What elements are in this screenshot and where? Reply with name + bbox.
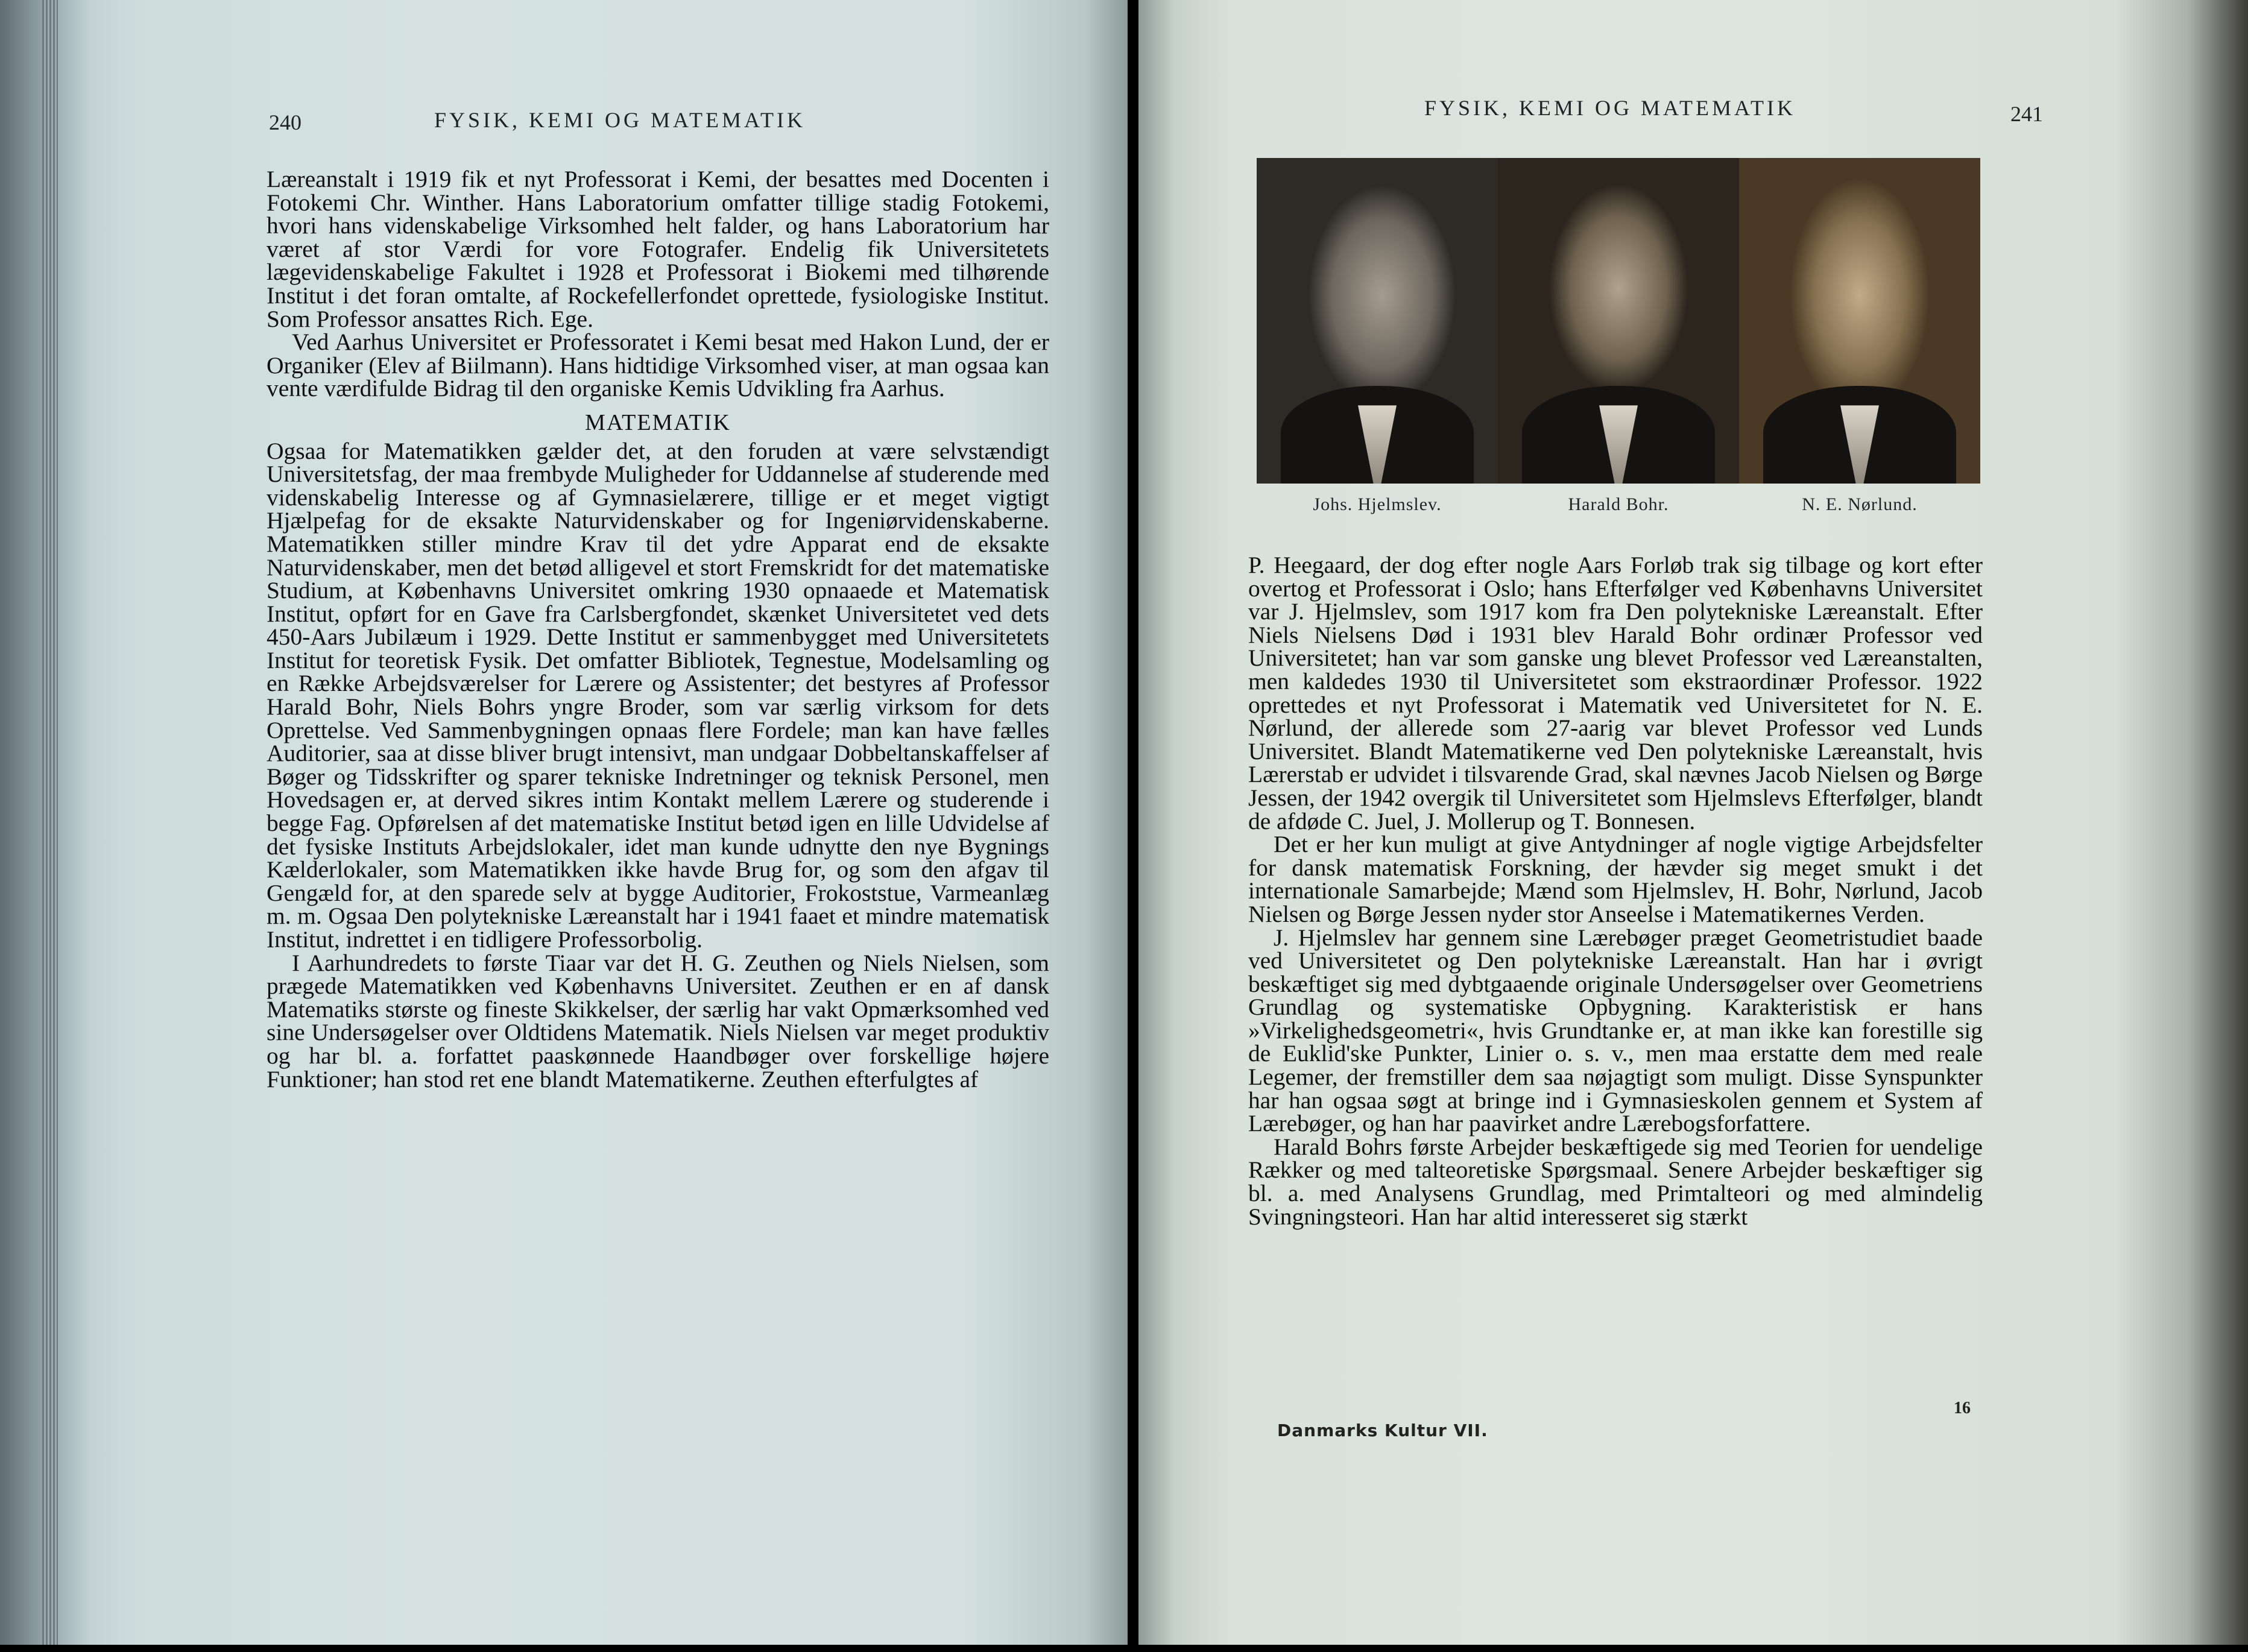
portrait-caption: N. E. Nørlund. [1802,494,1918,514]
paragraph: Ogsaa for Matematikken gælder det, at den foruden at være selvstændigt Universitetsfag, der maa frembyde Muligheder for Uddannelse af studerende med videnskabelig Interesse og af Gymnasielærere, tillige er et meget vigtigt Hjælpefag for de eksakte Naturvidenskaber og for Ingeniørvidenskaberne. Matematikken stiller mindre Krav til det ydre Apparat end de eksakte Naturvidenskaber, men det betød alligevel et stort Fremskridt for det matematiske Studium, at Københavns Universitet omkring 1930 opnaaede et Matematisk Institut, opført for en Gave fra Carlsbergfondet, skænket Universitetet ved dets 450-Aars Jubilæum i 1929. Dette Institut er sammenbygget med Universitetets Institut for teoretisk Fysik. Det omfatter Bibliotek, Tegnestue, Modelsamling og en Række Arbejdsværelser for Lærere og Assistenter; det bestyres af Professor Harald Bohr, Niels Bohrs yngre Broder, som var særlig virksom for dets Oprettelse. Ved Sammenbygningen opnaas flere Fordele; man kan have fælles Auditorier, saa at disse bliver brugt intensivt, man undgaar Dobbeltanskaffelser af Bøger og Tidsskrifter og sparer tekniske Indretninger og teknisk Personel, men Hovedsagen er, at derved sikres intim Kontakt mellem Lærere og studerende i begge Fag. Opførelsen af det matematiske Institut betød igen en lille Udvidelse af det fysiske Instituts Arbejdslokaler, idet man kunde udnytte den nye Bygnings Kælderlokaler, som Matematikken ikke havde Brug for, og som den afgav til Gengæld for, at den sparede selv at bygge Auditorier, Frokoststue, Varmeanlæg m. m. Ogsaa Den polytekniske Læreanstalt har i 1941 faaet et mindre matematisk Institut, indrettet i en tidligere Professorbolig. [267,437,1049,953]
paragraph: I Aarhundredets to første Tiaar var det H. G. Zeuthen og Niels Nielsen, som prægede Matematikken ved Københavns Universitet. Zeuthen er en af dansk Matematiks største og fineste Skikkelser, der særlig har vakt Opmærksomhed ved sine Undersøgelser over Oldtidens Matematik. Niels Nielsen var meget produktiv og har bl. a. forfattet paaskønnede Haandbøger over forskellige højere Funktioner; han stod ret ene blandt Matematikerne. Zeuthen efterfulgtes af [267,949,1049,1092]
right-text-block [1248,553,1983,1228]
portrait-photo [1498,158,1739,484]
section-heading: MATEMATIK [585,409,731,435]
footer-sheet-number: 16 [1954,1399,1971,1417]
paragraph: Læreanstalt i 1919 fik et nyt Professorat i Kemi, der besattes med Docenten i Fotokemi Chr. Winther. Hans Laboratorium omfatter tillige stadig Fotokemi, hvori hans videnskabelige Virksomhed helt falder, og hans Laboratorium har været af stor Værdi for vore Fotografer. Endelig fik Universitetets lægevidenskabelige Fakultet i 1928 et Professorat i Biokemi med tilhørende Institut i det foran omtalte, af Rockefellerfondet oprettede, fysiologiske Institut. Som Professor ansattes Rich. Ege. [267,166,1049,332]
page-number-right: 241 [2010,102,2043,126]
paragraph: Harald Bohrs første Arbejder beskæftigede sig med Teorien for uendelige Rækker og med talteoretiske Spørgsmaal. Senere Arbejder beskæftiger sig bl. a. med Analysens Grundlag, med Primtalteori og med almindelig Svingningsteori. Han har altid interesseret sig stærkt [1248,1133,1983,1230]
page-number-left: 240 [269,110,302,134]
paragraph: J. Hjelmslev har gennem sine Lærebøger præget Geometristudiet baade ved Universitetet og Den polytekniske Læreanstalt. Han har i øvrigt beskæftiget sig med dybtgaaende originale Undersøgelser over Geometriens Grundlag og systematiske Opbygning. Karakteristisk er hans »Virkelighedsgeometri«, hvis Grundtanke er, at man ikke kan forestille sig de Euklid'ske Punkter, Linier o. s. v., men maa erstatte dem med reale Legemer, der fremstiller dem saa nøjagtigt som muligt. Disse Synspunkter har han ogsaa søgt at bringe ind i Gymnasieskolen gennem et System af Lærebøger, og han har paavirket andre Lærebogsforfattere. [1248,924,1983,1137]
portrait-strip [1257,158,1980,484]
portrait-caption: Johs. Hjelmslev. [1313,494,1442,514]
frame-border-bottom [0,1645,2248,1652]
running-head-left: FYSIK, KEMI OG MATEMATIK [434,108,806,132]
paragraph: Det er her kun muligt at give Antydninger af nogle vigtige Arbejdsfelter for dansk matematisk Forskning, der hævder sig meget smukt i det internationale Samarbejde; Mænd som Hjelmslev, H. Bohr, Nørlund, Jacob Nielsen og Børge Jessen nyder stor Anseelse i Matematikernes Verden. [1248,831,1983,927]
portrait-caption: Harald Bohr. [1568,494,1669,514]
portrait-photo [1739,158,1980,484]
portrait-photo [1257,158,1498,484]
gutter-divider [1128,0,1138,1652]
page-edges-left [42,0,58,1652]
paragraph: Ved Aarhus Universitet er Professoratet i Kemi besat med Hakon Lund, der er Organiker (Elev af Biilmann). Hans hidtidige Virksomhed viser, at man ogsaa kan vente værdifulde Bidrag til den organiske Kemis Udvikling fra Aarhus. [267,329,1049,402]
paragraph: P. Heegaard, der dog efter nogle Aars Forløb trak sig tilbage og kort efter overtog et Professorat i Oslo; hans Efterfølger ved Københavns Universitet var J. Hjelmslev, som 1917 kom fra Den polytekniske Læreanstalt. Efter Niels Nielsens Død i 1931 blev Harald Bohr ordinær Professor ved Universitetet; han var som ganske ung blevet Professor ved Læreanstalten, men kaldedes 1930 til Universitetet som ekstraordinær Professor. 1922 oprettedes et nyt Professorat i Matematik ved Universitetet for N. E. Nørlund, der allerede som 27-aarig var blevet Professor ved Lunds Universitet. Blandt Matematikerne ved Den polytekniske Læreanstalt, hvis Lærerstab er udvidet i tilsvarende Grad, skal nævnes Jacob Nielsen og Børge Jessen, der 1942 overgik til Universitetet som Hjelmslevs Efterfølger, blandt de afdøde C. Juel, J. Mollerup og T. Bonnesen. [1248,552,1983,834]
footer-signature: Danmarks Kultur VII. [1277,1420,1488,1440]
right-page [1138,0,2248,1652]
running-head-right: FYSIK, KEMI OG MATEMATIK [1424,96,1796,120]
portrait-captions [1257,494,1980,515]
left-text-block [267,168,1049,1091]
